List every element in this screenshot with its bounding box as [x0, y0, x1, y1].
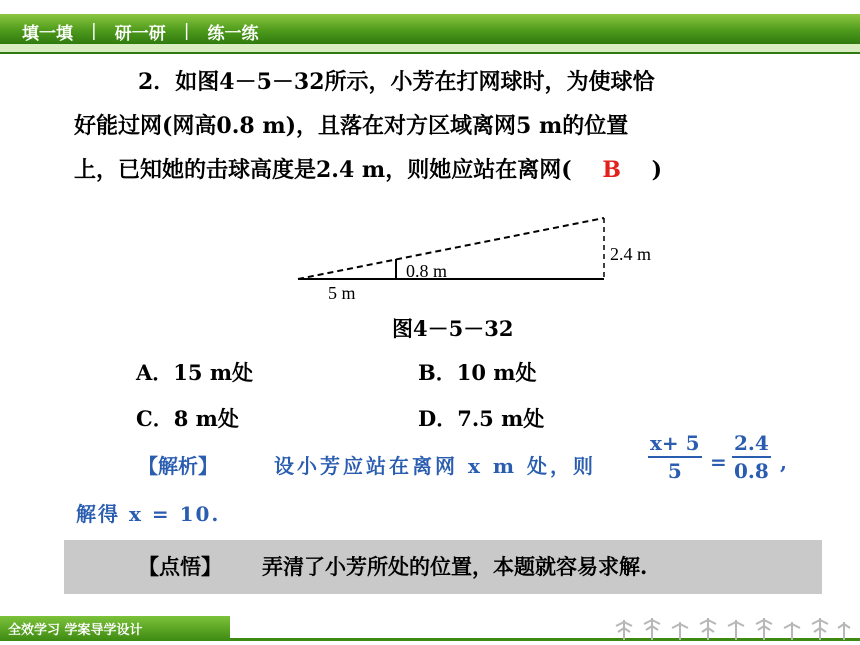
analysis-text: 设小芳应站在离网 x m 处，则 — [274, 454, 596, 478]
problem-line-3-text: 上，已知她的击球高度是2.4 m，则她应站在离网( — [74, 157, 572, 183]
hit-height-label: 2.4 m — [610, 244, 652, 264]
option-text: 10 m处 — [456, 360, 537, 385]
option-letter: A． — [136, 360, 174, 385]
ball-path-line — [298, 218, 604, 279]
problem-statement — [74, 60, 794, 192]
option-letter: D． — [418, 406, 458, 431]
top-nav-stripe — [0, 44, 860, 52]
fraction-left — [648, 430, 702, 484]
footer-bar — [0, 612, 860, 645]
tab-practice[interactable]: 练一练 — [207, 23, 259, 44]
fraction-right-denominator: 0.8 — [734, 459, 769, 483]
option-letter: B． — [418, 360, 457, 385]
analysis-solution: 解得 x = 10. — [76, 502, 221, 526]
tab-fill-in[interactable]: 填一填 — [22, 23, 73, 44]
figure-caption: 图4－5－32 — [392, 316, 514, 341]
top-nav-divider — [0, 52, 860, 54]
problem-line-3 — [74, 148, 794, 192]
footer-label: 全效学习 学案导学设计 — [8, 623, 143, 638]
insight-tag: 【点悟】 — [138, 554, 222, 579]
analysis-comma: , — [780, 450, 787, 474]
fraction-right — [732, 430, 771, 484]
option-text: 8 m处 — [173, 406, 239, 431]
fraction-right-numerator: 2.4 — [732, 430, 771, 458]
top-nav-bar — [0, 0, 860, 58]
answer-choice: B — [602, 157, 621, 183]
option-b[interactable] — [418, 350, 537, 396]
plant-decoration-icon — [612, 612, 852, 642]
insight-box — [64, 540, 822, 594]
fraction-left-numerator: x+ 5 — [648, 430, 702, 458]
fraction-left-denominator: 5 — [667, 459, 682, 483]
option-letter: C． — [136, 406, 174, 431]
nav-separator: | — [183, 21, 190, 41]
analysis-tag: 【解析】 — [138, 454, 218, 478]
net-height-label: 0.8 m — [406, 261, 448, 281]
option-a[interactable] — [136, 350, 253, 396]
figure-diagram — [290, 210, 680, 314]
equals-sign: = — [710, 450, 727, 474]
nav-tabs — [18, 18, 262, 44]
problem-line-2: 好能过网(网高0.8 m)，且落在对方区域离网5 m的位置 — [74, 113, 629, 139]
option-text: 7.5 m处 — [457, 406, 545, 431]
distance-label: 5 m — [328, 283, 356, 303]
option-text: 15 m处 — [173, 360, 254, 385]
nav-separator: | — [91, 21, 97, 41]
tab-study[interactable]: 研一研 — [114, 23, 166, 44]
problem-line-1: 2．如图4－5－32所示，小芳在打网球时，为使球恰 — [138, 69, 655, 95]
closing-paren: ) — [651, 157, 663, 183]
tennis-diagram — [290, 210, 680, 310]
option-c[interactable] — [136, 396, 239, 442]
insight-text: 弄清了小芳所处的位置，本题就容易求解. — [262, 554, 648, 579]
option-d[interactable] — [418, 396, 544, 442]
